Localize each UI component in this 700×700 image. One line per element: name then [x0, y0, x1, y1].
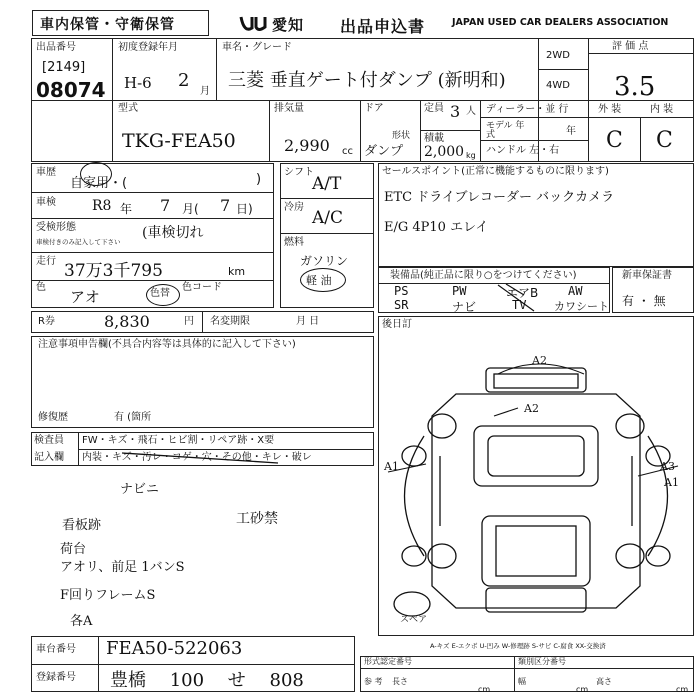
door-value: ダンプ: [364, 144, 404, 159]
equip-leather: カワシート: [554, 300, 609, 313]
sales-line2: E/G 4P10 エレイ: [384, 220, 489, 235]
equip-aw: AW: [568, 284, 583, 298]
capacity-label: 定員: [424, 103, 444, 114]
ext-label: 外 装: [598, 104, 622, 115]
shift-label: シフト: [284, 167, 314, 178]
repair-value: 有 (箇所: [114, 412, 152, 423]
history-value: 自家用・(: [70, 176, 128, 191]
mileage-unit: km: [228, 265, 246, 278]
mark-a1-left: A1: [384, 460, 399, 473]
equip-airbag: エアB: [506, 286, 539, 300]
mark-a3-right: A3: [660, 460, 675, 473]
width-label: 幅: [518, 677, 526, 686]
form-title: 出品申込書: [340, 17, 426, 36]
color-change: 色替: [150, 288, 170, 299]
score-value: 3.5: [614, 72, 656, 102]
association-name: JAPAN USED CAR DEALERS ASSOCIATION: [452, 17, 669, 28]
sales-label: セールスポイント(正常に機能するものに限ります): [382, 166, 609, 177]
reg-label: 登録番号: [36, 672, 76, 683]
shape-label: 形状: [392, 131, 411, 141]
recycle-unit: 円: [184, 316, 194, 327]
aircon-value: A/C: [312, 208, 344, 228]
fuel-value: ガソリン: [300, 254, 349, 268]
fuel-label: 燃料: [284, 237, 304, 248]
entry-label: 記入欄: [34, 452, 64, 463]
year-unit: 年: [566, 126, 576, 137]
first-reg-month: 2: [178, 70, 190, 91]
chassis-value: FEA50-522063: [106, 638, 243, 659]
history-label: 車歴: [36, 167, 56, 178]
equip-tv: TV: [512, 298, 527, 312]
mileage-value: 37万3千795: [64, 261, 163, 281]
disp-unit: cc: [342, 146, 353, 157]
inspection-era: R8: [92, 198, 112, 214]
ext-value: C: [606, 128, 623, 153]
load-value: 2,000: [424, 144, 465, 160]
receipt-label: 受検形態: [36, 222, 76, 233]
disp-label: 排気量: [274, 103, 304, 114]
interior-line: 内装・キズ・汚レ・コゲ・穴・その他・キレ・破レ: [82, 452, 312, 463]
inspection-month: 7: [160, 196, 171, 215]
shift-value: A/T: [312, 174, 342, 194]
mark-a2-inner: A2: [524, 402, 539, 415]
receipt-value: (車検切れ: [142, 225, 204, 241]
drive-4wd: 4WD: [546, 80, 570, 91]
warranty-value: 有 ・ 無: [622, 294, 666, 308]
width-cm: cm: [576, 685, 589, 694]
score-label: 評 価 点: [612, 41, 649, 52]
sales-line1: ETC ドライブレコーダー バックカメラ: [384, 190, 615, 205]
note-frame: F回りフレームS: [60, 588, 156, 603]
inspection-year-unit: 年: [120, 202, 133, 216]
int-label: 内 装: [650, 104, 674, 115]
inspection-day-unit: 日): [236, 202, 253, 216]
equipment-handwritten-marks: [378, 267, 610, 313]
first-reg-month-unit: 月: [200, 86, 210, 97]
height-cm: cm: [676, 685, 689, 694]
repair-label: 修復歴: [38, 412, 68, 423]
color-code-label: 色コード: [182, 282, 222, 293]
recycle-value: 8,830: [104, 312, 150, 331]
load-unit: kg: [466, 151, 476, 160]
form-cert-label: 形式認定番号: [364, 657, 412, 666]
logo-place: 愛知: [272, 16, 305, 34]
capacity-value: 3: [450, 102, 461, 121]
mark-a1-right: A1: [664, 476, 679, 489]
receipt-sub: 車検付きのみ記入して下さい: [36, 238, 121, 246]
inspector-line: FW・キズ・飛石・ヒビ割・リペア跡・X要: [82, 435, 275, 446]
equip-navi: ナビ: [452, 300, 477, 314]
lot-label: 出品番号: [36, 42, 76, 53]
equipment-label: 装備品(純正品に限り○をつけてください): [390, 270, 577, 281]
lot-bracket: [2149]: [42, 60, 86, 75]
model-year-label: モデル 年式: [486, 121, 525, 140]
aircon-label: 冷房: [284, 202, 304, 213]
equip-ps: PS: [394, 284, 409, 298]
model-label: 車名・グレード: [222, 42, 292, 53]
note-gate: アオリ、前足 1バンS: [60, 560, 185, 575]
recycle-label: R券: [38, 316, 55, 327]
first-reg-era: H-6: [124, 74, 152, 92]
deadline-unit: 月 日: [296, 316, 320, 327]
inspector-label: 検査員: [34, 435, 64, 446]
inspection-label: 車検: [36, 197, 56, 208]
note-sign-mark: 看板跡: [62, 518, 102, 533]
reg-value: 豊橋 100 せ 808: [110, 670, 304, 691]
ju-logo-icon: [238, 14, 270, 34]
history-paren: ): [256, 172, 262, 187]
height-label: 高さ: [596, 677, 612, 686]
length-label: 長さ: [392, 677, 408, 686]
int-value: C: [656, 128, 673, 153]
drive-2wd: 2WD: [546, 50, 570, 61]
sales-block: [378, 163, 694, 267]
deadline-label: 名変期限: [210, 316, 250, 327]
color-value: アオ: [70, 288, 100, 306]
chassis-label: 車台番号: [36, 644, 76, 655]
first-reg-label: 初度登録年月: [118, 42, 178, 53]
mark-a2-top: A2: [532, 354, 547, 367]
dealer-label: ディーラー・並 行: [486, 104, 569, 115]
notes-label: 注意事項申告欄(不具合内容等は具体的に記入して下さい): [38, 339, 296, 350]
ref-label: 参 考: [364, 677, 383, 686]
rear-label: 後日訂: [382, 319, 412, 330]
note-each-a: 各A: [70, 614, 93, 629]
warranty-label: 新車保証書: [622, 270, 672, 281]
handle-label: ハンドル 左・右: [486, 145, 560, 156]
mileage-label: 走行: [36, 256, 56, 267]
equip-sr: SR: [394, 298, 409, 312]
class-label: 類別区分番号: [518, 657, 566, 666]
disp-value: 2,990: [284, 136, 330, 155]
spare-label: スペア: [400, 615, 428, 625]
ju-logo: [238, 14, 270, 34]
color-label: 色: [36, 282, 46, 293]
type-value: TKG-FEA50: [122, 130, 236, 152]
load-label: 積載: [424, 133, 444, 144]
lot-number: 08074: [36, 78, 106, 102]
capacity-unit: 人: [466, 106, 476, 117]
type-label: 型式: [118, 103, 138, 114]
note-sand: 工砂禁: [236, 511, 278, 527]
model-value: 三菱 垂直ゲート付ダンプ (新明和): [228, 70, 506, 91]
fuel-diesel: 軽 油: [306, 274, 332, 287]
length-cm: cm: [478, 685, 491, 694]
inspection-month-unit: 月(: [182, 202, 199, 216]
equip-pw: PW: [452, 284, 467, 298]
door-label: ドア: [364, 103, 384, 114]
inspection-day: 7: [220, 196, 231, 215]
damage-legend: A-キズ E-エクボ U-凹み W-修理跡 S-サビ C-腐食 XX-交換済: [430, 642, 606, 650]
note-bed: 荷台: [60, 542, 87, 557]
inspector-strike-marks: [78, 449, 374, 466]
header-title-text: 車内保管・守衛保管: [40, 17, 175, 33]
note-navi: ナビニ: [120, 482, 160, 497]
